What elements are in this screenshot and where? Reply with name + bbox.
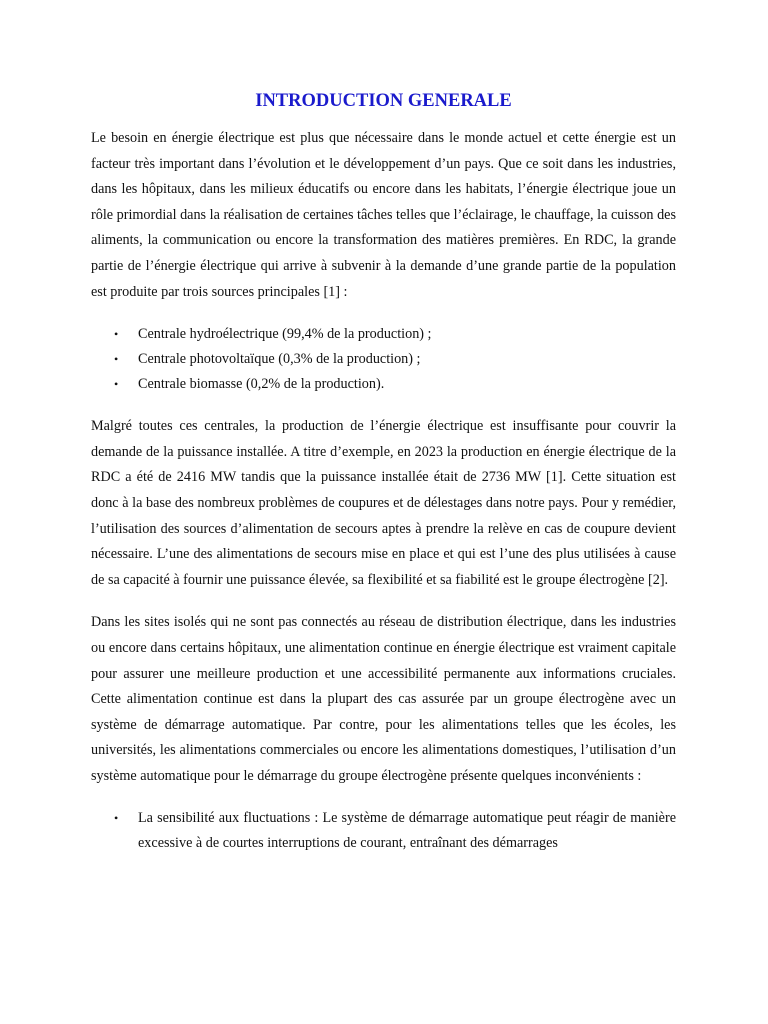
page-title: INTRODUCTION GENERALE: [255, 91, 512, 111]
list-item-text: Centrale hydroélectrique (99,4% de la production) ;: [138, 326, 432, 343]
list-item: [91, 806, 676, 856]
list-item-text: Centrale photovoltaïque (0,3% de la production) ;: [138, 351, 421, 368]
paragraph-intro: Le besoin en énergie électrique est plus que nécessaire dans le monde actuel et cette énergie est un facteur très important dans l’évolution et le développement d’un pays. Que ce soit dans les industries, dans les hôpitaux, dans les milieux éducatifs ou encore dans les habitats, l’énergie électrique joue un rôle primordial dans la réalisation de certaines tâches telles que l’éclairage, le chauffage, la cuisson des aliments, la communication ou encore la transformation des matières premières. En RDC, la grande partie de l’énergie électrique qui arrive à subvenir à la demande d’une grande partie de la population est produite par trois sources principales [1] :: [91, 130, 676, 300]
bullet-icon: •: [114, 811, 119, 826]
drawbacks-list: [91, 806, 676, 856]
document-page: [91, 88, 676, 873]
paragraph-production: Malgré toutes ces centrales, la production de l’énergie électrique est insuffisante pour couvrir la demande de la puissance installée. A titre d’exemple, en 2023 la production en énergie électrique de la RDC a été de 2416 MW tandis que la puissance installée était de 2736 MW [1]. Cette situation est donc à la base des nombreux problèmes de coupures et de délestages dans notre pays. Pour y remédier, l’utilisation des sources d’alimentation de secours aptes à prendre la relève en cas de coupure devient nécessaire. L’une des alimentations de secours mise en place et qui est l’une des plus utilisées à cause de sa capacité à fournir une puissance élevée, sa flexibilité et sa fiabilité est le groupe électrogène [2].: [91, 418, 676, 588]
bullet-icon: •: [114, 352, 119, 367]
list-item-text: La sensibilité aux fluctuations : Le système de démarrage automatique peut réagir de manière excessive à de courtes interruptions de courant, entraînant des démarrages: [138, 810, 676, 852]
list-item: [91, 372, 676, 397]
list-item: [91, 322, 676, 347]
list-item-text: Centrale biomasse (0,2% de la production).: [138, 376, 385, 393]
bullet-icon: •: [114, 327, 119, 342]
paragraph-isolated-sites: Dans les sites isolés qui ne sont pas connectés au réseau de distribution électrique, dans les industries ou encore dans certains hôpitaux, une alimentation continue en énergie électrique est vraiment capitale pour assurer une meilleure production et une accessibilité permanente aux informations cruciales. Cette alimentation continue est dans la plupart des cas assurée par un groupe électrogène avec un système de démarrage automatique. Par contre, pour les alimentations telles que les écoles, les universités, les alimentations commerciales ou encore les alimentations domestiques, l’utilisation d’un système automatique pour le démarrage du groupe électrogène présente quelques inconvénients :: [91, 614, 676, 784]
list-item: [91, 347, 676, 372]
power-sources-list: [91, 322, 676, 397]
bullet-icon: •: [114, 377, 119, 392]
